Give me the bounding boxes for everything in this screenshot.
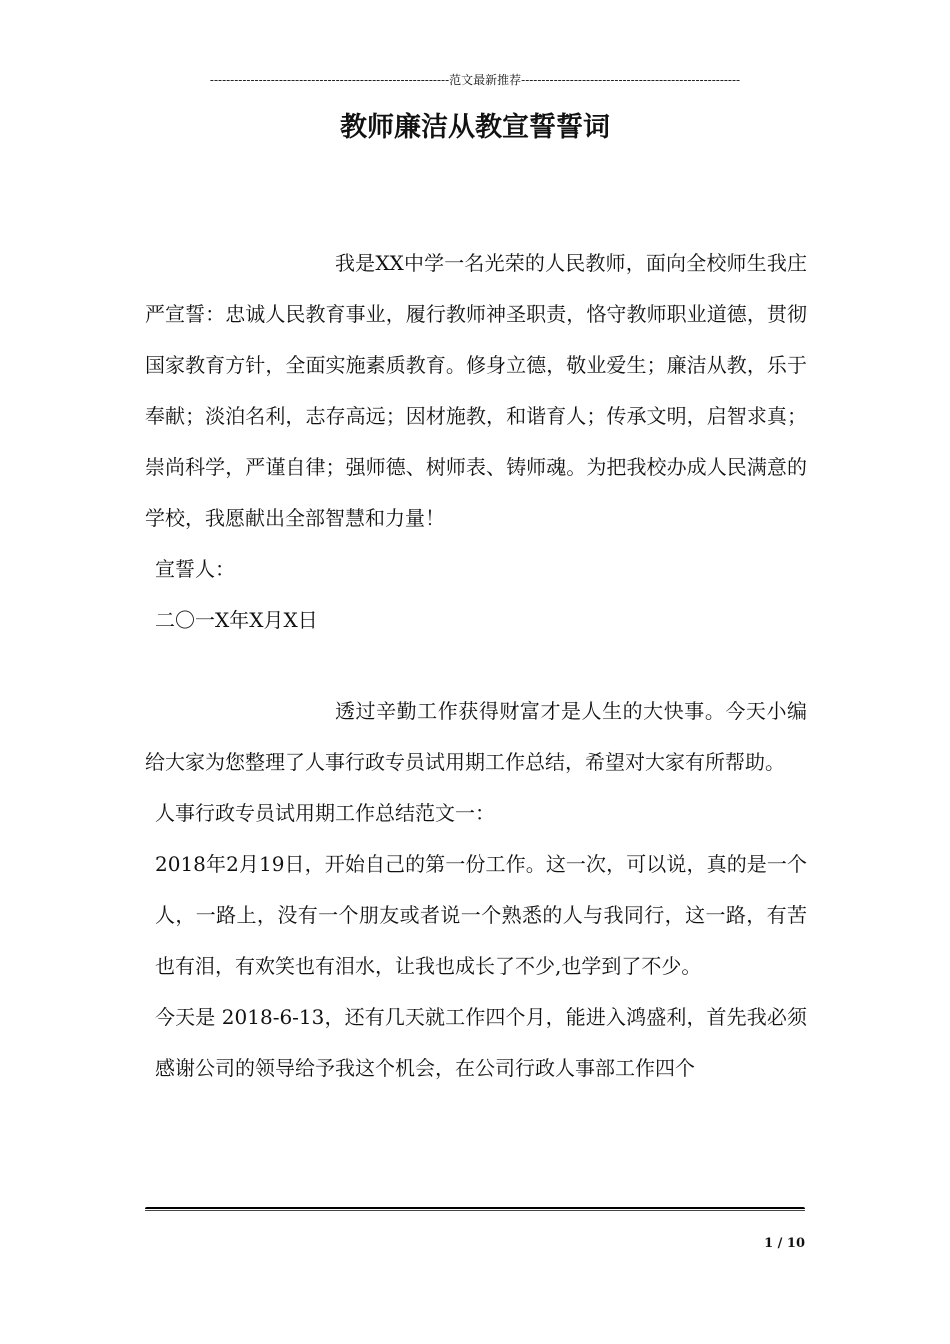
- summary-paragraph-2: 今天是 2018-6-13，还有几天就工作四个月，能进入鸿盛利，首先我必须感谢公司的领导给予我这个机会，在公司行政人事部工作四个: [155, 1005, 807, 1080]
- oath-signer-label: 宣誓人：: [155, 557, 235, 581]
- summary-heading: 人事行政专员试用期工作总结范文一：: [155, 801, 495, 825]
- summary-paragraph-1: 2018年2月19日，开始自己的第一份工作。这一次，可以说，真的是一个人，一路上，没有一个朋友或者说一个熟悉的人与我同行，这一路，有苦也有泪，有欢笑也有泪水，让我也成长了不少,也学到了不少。: [155, 852, 807, 978]
- oath-section: [145, 238, 807, 646]
- oath-date: 二〇一X年X月X日: [155, 608, 318, 632]
- intro-paragraph: 透过辛勤工作获得财富才是人生的大快事。今天小编给大家为您整理了人事行政专员试用期工作总结，希望对大家有所帮助。: [145, 699, 807, 774]
- header-banner: -----------------------------------------------------------范文最新推荐------------------------------------------------------: [209, 73, 741, 87]
- footer-divider: [145, 1207, 805, 1212]
- oath-paragraph: 我是XX中学一名光荣的人民教师，面向全校师生我庄严宣誓：忠诚人民教育事业，履行教师神圣职责，恪守教师职业道德，贯彻国家教育方针，全面实施素质教育。修身立德，敬业爱生；廉洁从教，乐于奉献；淡泊名利，志存高远；因材施教，和谐育人；传承文明，启智求真；崇尚科学，严谨自律；强师德、树师表、铸师魂。为把我校办成人民满意的学校，我愿献出全部智慧和力量！: [145, 251, 807, 530]
- summary-section: [145, 686, 807, 1094]
- page-number: 1 / 10: [764, 1236, 805, 1251]
- document-title: 教师廉洁从教宣誓誓词: [340, 112, 610, 143]
